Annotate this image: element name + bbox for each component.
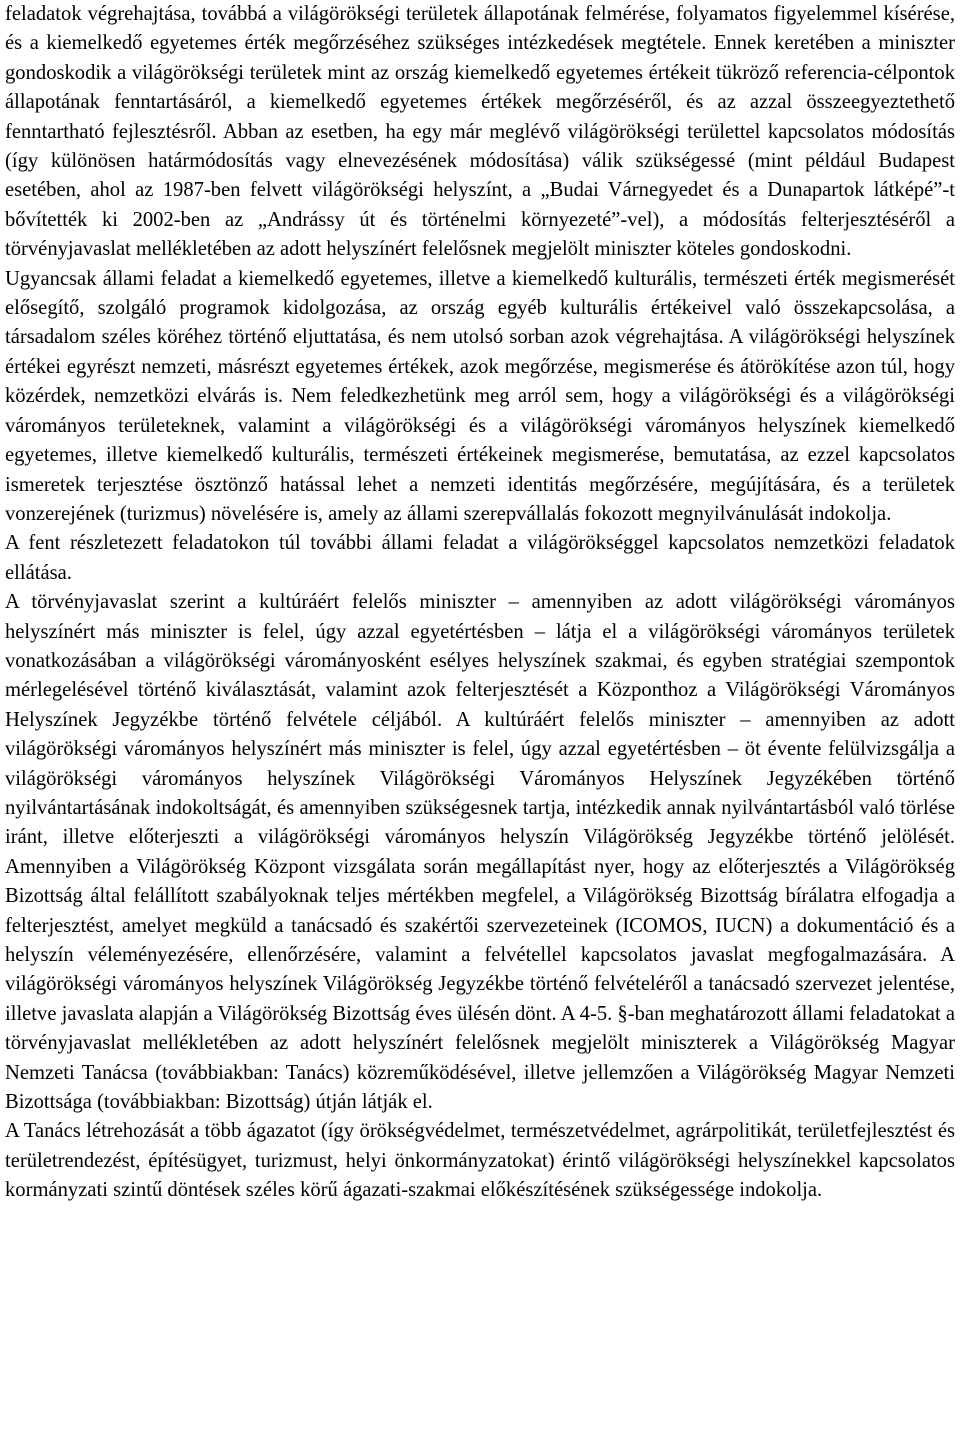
paragraph: Ugyancsak állami feladat a kiemelkedő egyetemes, illetve a kiemelkedő kulturális, természeti érték megismerését elősegítő, szolgáló programok kidolgozása, az ország egyéb kulturális értékeivel való összekapcsolása, a társadalom széles köréhez történő eljuttatása, és nem utolsó sorban azok végrehajtása. A világörökségi helyszínek értékei egyrészt nemzeti, másrészt egyetemes értékek, azok megőrzése, megismerése és átörökítése azon túl, hogy közérdek, nemzetközi elvárás is. Nem feledkezhetünk meg arról sem, hogy a világörökségi és a világörökségi várományos területeknek, valamint a világörökségi és a világörökségi várományos helyszínek kiemelkedő egyetemes, illetve kiemelkedő kulturális, természeti értékeinek megismerése, bemutatása, az ezzel kapcsolatos ismeretek terjesztése ösztönző hatással lehet a nemzeti identitás megőrzésére, megújítására, és a területek vonzerejének (turizmus) növelésére is, amely az állami szerepvállalás fokozott megnyilvánulását indokolja. bbox=[5, 267, 955, 525]
paragraph: feladatok végrehajtása, továbbá a világörökségi területek állapotának felmérése, folyamatos figyelemmel kísérése, és a kiemelkedő egyetemes érték megőrzéséhez szükséges intézkedések megtétele. Ennek keretében a miniszter gondoskodik a világörökségi területek mint az ország kiemelkedő egyetemes értékeit tükröző referencia-célpontok állapotának fenntartásáról, a kiemelkedő egyetemes értékek megőrzéséről, és az azzal összeegyeztethető fenntartható fejlesztésről. Abban az esetben, ha egy már meglévő világörökségi területtel kapcsolatos módosítás (így különösen határmódosítás vagy elnevezésének módosítása) válik szükségessé (mint például Budapest esetében, ahol az 1987-ben felvett világörökségi helyszínt, a „Budai Várnegyedet és a Dunapartok látképé”-t bővítették ki 2002-ben az „Andrássy út és történelmi környezeté”-vel), a módosítás felterjesztéséről a törvényjavaslat mellékletében az adott helyszínért felelősnek megjelölt miniszter köteles gondoskodni. bbox=[5, 3, 955, 261]
paragraph: A Tanács létrehozását a több ágazatot (így örökségvédelmet, természetvédelmet, agrárpolitikát, területfejlesztést és területrendezést, építésügyet, turizmust, helyi önkormányzatokat) érintő világörökségi helyszínekkel kapcsolatos kormányzati szintű döntések széles körű ágazati-szakmai előkészítésének szükségessége indokolja. bbox=[5, 1120, 955, 1202]
paragraph: A fent részletezett feladatokon túl további állami feladat a világörökséggel kapcsolatos nemzetközi feladatok ellátása. bbox=[5, 532, 955, 584]
paragraph: A törvényjavaslat szerint a kultúráért felelős miniszter – amennyiben az adott világörökségi várományos helyszínért más miniszter is felel, úgy azzal egyetértésben – látja el a világörökségi várományos területek vonatkozásában a világörökségi várományosként esélyes helyszínek szakmai, és egyben stratégiai szempontok mérlegelésével történő kiválasztását, valamint azok felterjesztését a Központhoz a Világörökségi Várományos Helyszínek Jegyzékbe történő felvétele céljából. A kultúráért felelős miniszter – amennyiben az adott világörökségi várományos helyszínért más miniszter is felel, úgy azzal egyetértésben – öt évente felülvizsgálja a világörökségi várományos helyszínek Világörökségi Várományos Helyszínek Jegyzékében történő nyilvántartásának indokoltságát, és amennyiben szükségesnek tartja, intézkedik annak nyilvántartásból való törlése iránt, illetve előterjeszti a világörökségi várományos helyszín Világörökség Jegyzékbe történő jelölését. Amennyiben a Világörökség Központ vizsgálata során megállapítást nyer, hogy az előterjesztés a Világörökség Bizottság által felállított szabályoknak teljes mértékben megfelel, a Világörökség Bizottság bírálatra elfogadja a felterjesztést, amelyet megküld a tanácsadó és szakértői szervezeteinek (ICOMOS, IUCN) a dokumentáció és a helyszín véleményezésére, ellenőrzésére, valamint a felvétellel kapcsolatos javaslat megfogalmazására. A világörökségi várományos helyszínek Világörökség Jegyzékbe történő felvételéről a tanácsadó szervezet jelentése, illetve javaslata alapján a Világörökség Bizottság éves ülésén dönt. A 4-5. §-ban meghatározott állami feladatokat a törvényjavaslat mellékletében az adott helyszínért felelősnek megjelölt miniszterek a Világörökség Magyar Nemzeti Tanácsa (továbbiakban: Tanács) közreműködésével, illetve jellemzően a Világörökség Magyar Nemzeti Bizottsága (továbbiakban: Bizottság) útján látják el. bbox=[5, 591, 955, 1114]
document-body bbox=[5, 0, 955, 1206]
